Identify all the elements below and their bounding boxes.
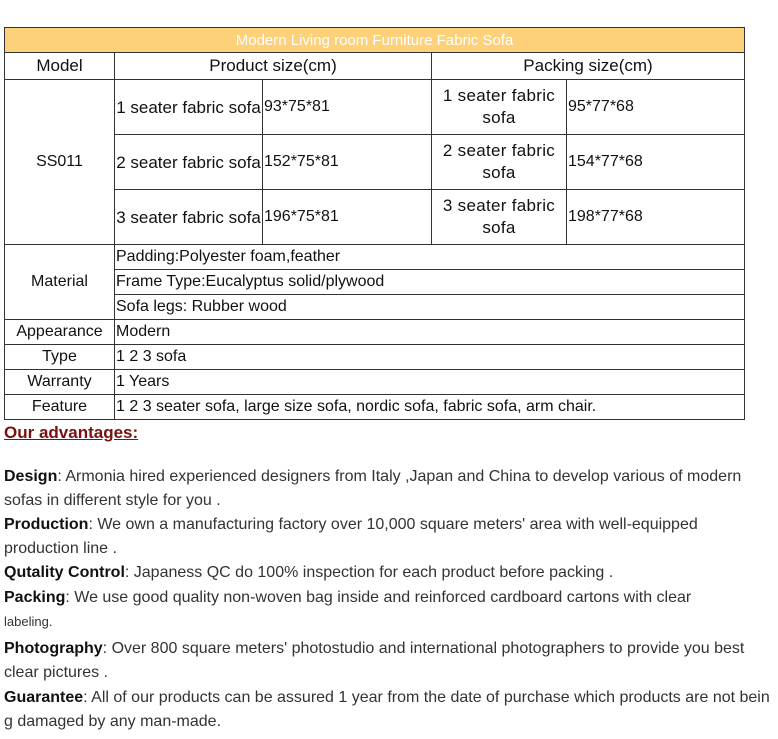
spec-table: [4, 27, 745, 420]
production-text: : We own a manufacturing factory over 10,000 square meters' area with well-equipped production line .: [4, 516, 698, 557]
packing-text-2: labeling.: [4, 614, 53, 629]
packing-size-3: 198*77*68: [567, 190, 745, 245]
type-label: Type: [5, 345, 115, 370]
product-size-3: 196*75*81: [263, 190, 432, 245]
guarantee-paragraph: [4, 686, 776, 734]
product-name-1: 1 seater fabric sofa: [115, 80, 263, 135]
design-paragraph: [4, 465, 776, 513]
model-value: SS011: [5, 80, 115, 245]
production-label: Production: [4, 516, 89, 533]
feature-label: Feature: [5, 395, 115, 420]
appearance-value: Modern: [115, 320, 745, 345]
warranty-label: Warranty: [5, 370, 115, 395]
packing-text: : We use good quality non-woven bag inside and reinforced cardboard cartons with clear: [65, 589, 692, 606]
material-frame: Frame Type:Eucalyptus solid/plywood: [115, 270, 745, 295]
header-packing-size: Packing size(cm): [432, 53, 745, 80]
table-title: Modern Living room Furniture Fabric Sofa: [5, 28, 745, 53]
packing-name-1: 1 seater fabric sofa: [432, 80, 567, 135]
product-name-3: 3 seater fabric sofa: [115, 190, 263, 245]
packing-name-3: 3 seater fabric sofa: [432, 190, 567, 245]
design-text: : Armonia hired experienced designers from Italy ,Japan and China to develop various of modern sofas in different style for you .: [4, 468, 742, 509]
appearance-label: Appearance: [5, 320, 115, 345]
header-product-size: Product size(cm): [115, 53, 432, 80]
qc-label: Qutality Control: [4, 564, 125, 581]
warranty-value: 1 Years: [115, 370, 745, 395]
product-size-1: 93*75*81: [263, 80, 432, 135]
packing-label: Packing: [4, 589, 66, 606]
photography-text: : Over 800 square meters' photostudio and international photographers to provide you best clear pictures .: [4, 640, 745, 681]
product-name-2: 2 seater fabric sofa: [115, 135, 263, 190]
packing-size-2: 154*77*68: [567, 135, 745, 190]
design-label: Design: [4, 468, 58, 485]
type-value: 1 2 3 sofa: [115, 345, 745, 370]
guarantee-label: Guarantee: [4, 689, 84, 706]
packing-size-1: 95*77*68: [567, 80, 745, 135]
feature-value: 1 2 3 seater sofa, large size sofa, nordic sofa, fabric sofa, arm chair.: [115, 395, 745, 420]
photography-paragraph: [4, 637, 776, 685]
material-label: Material: [5, 245, 115, 320]
header-model: Model: [5, 53, 115, 80]
product-size-2: 152*75*81: [263, 135, 432, 190]
qc-paragraph: [4, 561, 776, 585]
advantages-title: Our advantages:: [4, 423, 139, 442]
guarantee-text: : All of our products can be assured 1 year from the date of purchase which products are not bein g damaged by any man-made.: [4, 689, 770, 730]
material-padding: Padding:Polyester foam,feather: [115, 245, 745, 270]
material-legs: Sofa legs: Rubber wood: [115, 295, 745, 320]
qc-text: : Japaness QC do 100% inspection for each product before packing .: [124, 564, 614, 581]
photography-label: Photography: [4, 640, 103, 657]
packing-name-2: 2 seater fabric sofa: [432, 135, 567, 190]
production-paragraph: [4, 513, 776, 561]
packing-paragraph: [4, 586, 776, 634]
